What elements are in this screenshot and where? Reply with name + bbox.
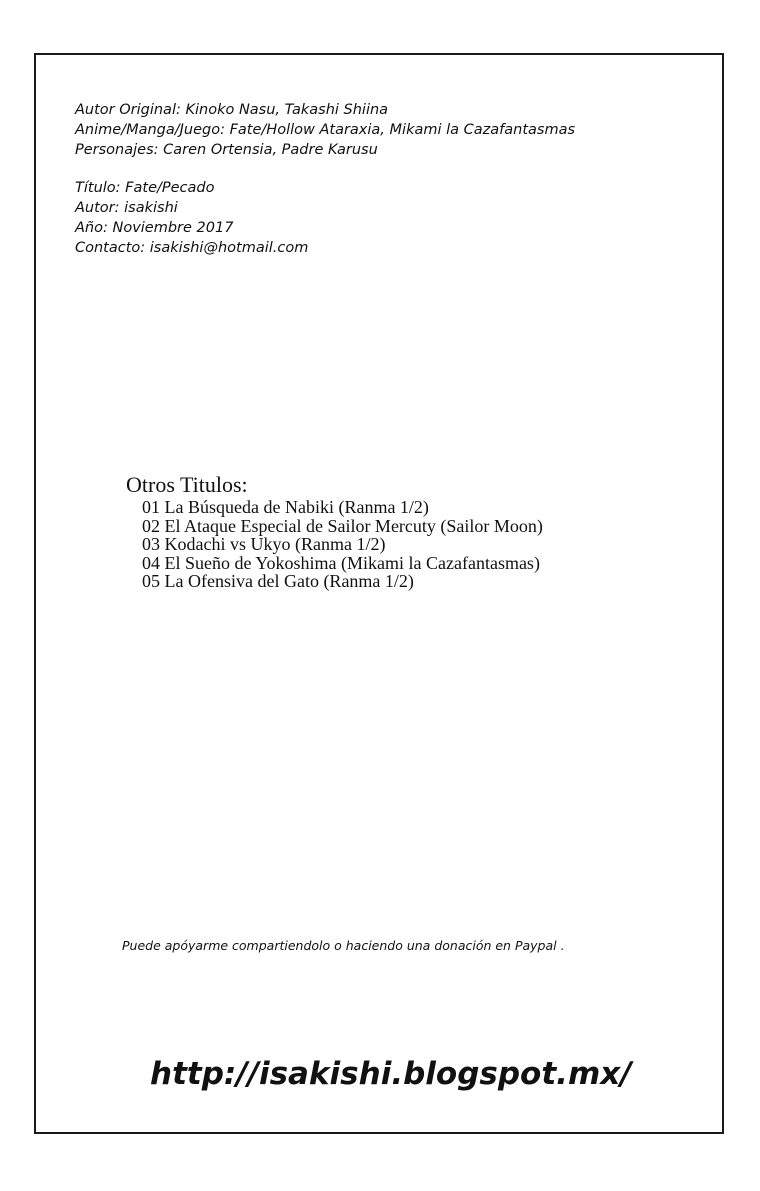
list-item: 03 Kodachi vs Ukyo (Ranma 1/2): [142, 534, 386, 554]
other-titles-block: [126, 473, 543, 591]
list-item: 04 El Sueño de Yokoshima (Mikami la Cazafantasmas): [142, 552, 540, 573]
contact-email: Contacto: isakishi@hotmail.com: [75, 240, 309, 256]
spacer: [75, 160, 575, 178]
list-item: 02 El Ataque Especial de Sailor Mercuty (Sailor Moon): [142, 515, 543, 536]
list-item: 05 La Ofensiva del Gato (Ranma 1/2): [142, 571, 414, 591]
website-link[interactable]: http://isakishi.blogspot.mx/: [150, 1056, 632, 1092]
source-works: Anime/Manga/Juego: Fate/Hollow Ataraxia, Mikami la Cazafantasmas: [75, 122, 576, 138]
characters: Personajes: Caren Ortensia, Padre Karusu: [75, 142, 378, 158]
other-titles-list: [126, 498, 543, 591]
credits-block: [75, 100, 575, 258]
work-year: Año: Noviembre 2017: [75, 220, 234, 236]
list-item: 01 La Búsqueda de Nabiki (Ranma 1/2): [142, 497, 429, 517]
work-author: Autor: isakishi: [75, 200, 178, 216]
work-title: Título: Fate/Pecado: [75, 180, 215, 196]
other-titles-heading: Otros Titulos:: [126, 472, 248, 497]
support-message: Puede apóyarme compartiendolo o haciendo una donación en Paypal .: [122, 938, 565, 953]
original-author: Autor Original: Kinoko Nasu, Takashi Shiina: [75, 102, 389, 118]
